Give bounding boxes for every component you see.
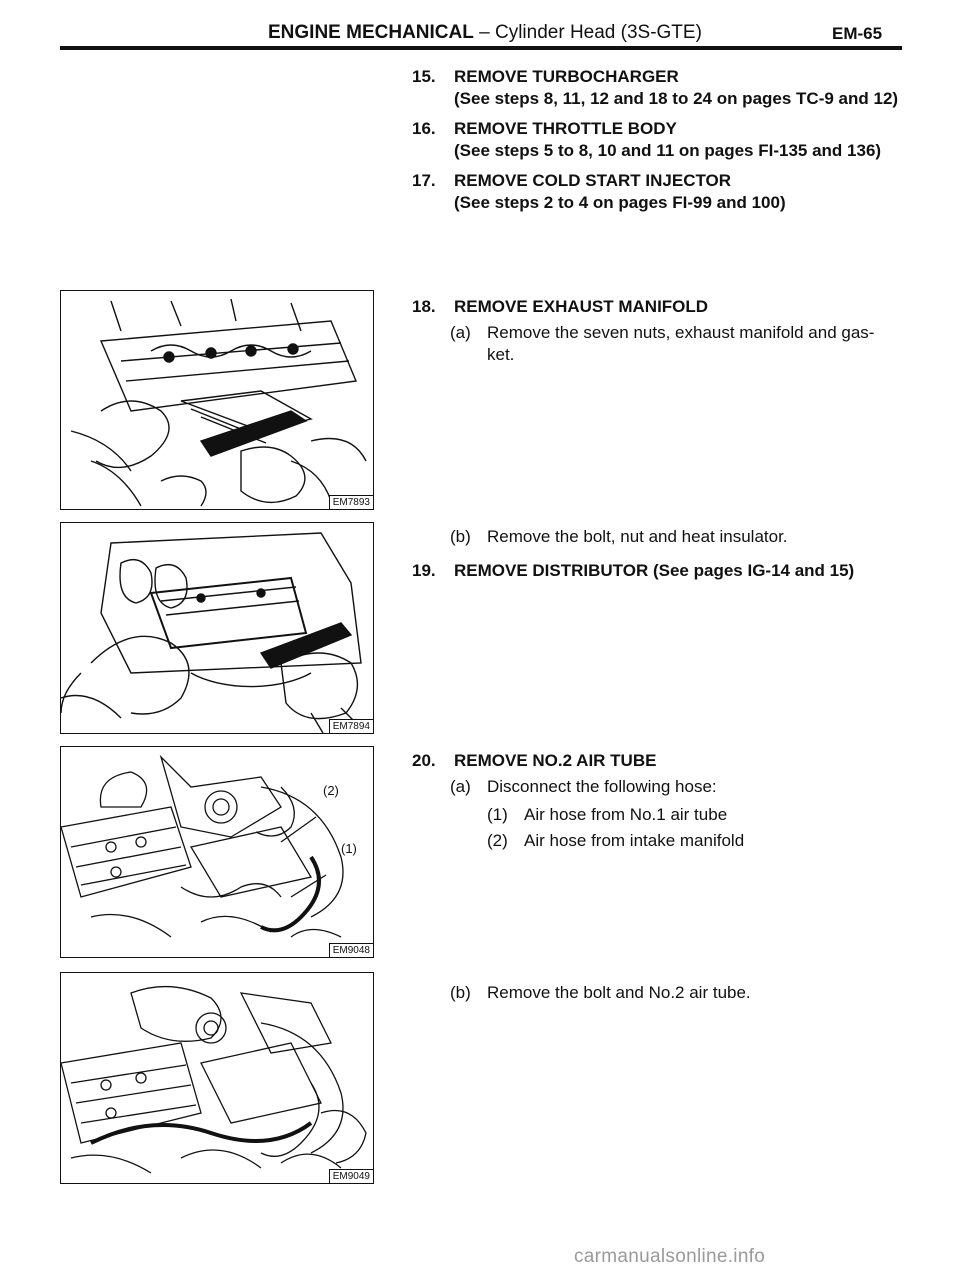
- step-reference: (See steps 5 to 8, 10 and 11 on pages FI-135 and 136): [454, 141, 882, 160]
- figure-code: EM7894: [329, 719, 373, 733]
- figure-air-tube: [60, 972, 374, 1184]
- substep-text: Remove the seven nuts, exhaust manifold and gas-: [487, 323, 875, 342]
- substep-letter: (a): [450, 777, 471, 796]
- step-title: REMOVE THROTTLE BODY: [454, 119, 677, 138]
- step-title: REMOVE DISTRIBUTOR (See pages IG-14 and 15): [454, 561, 855, 580]
- figure-code: EM9048: [329, 943, 373, 957]
- step-number: 15.: [412, 67, 436, 86]
- exhaust-manifold-illustration-icon: [61, 291, 373, 509]
- step-title: REMOVE EXHAUST MANIFOLD: [454, 297, 709, 316]
- substep-text: Remove the bolt and No.2 air tube.: [487, 983, 751, 1002]
- header-rule: [60, 46, 902, 50]
- section-title: [268, 22, 702, 44]
- substep-letter: (b): [450, 527, 471, 546]
- section-title-bold: ENGINE MECHANICAL: [268, 22, 474, 43]
- figure-exhaust-manifold: [60, 290, 374, 510]
- figure-code: EM9049: [329, 1169, 373, 1183]
- substep-text: Remove the bolt, nut and heat insulator.: [487, 527, 788, 546]
- air-hose-illustration-icon: [61, 747, 373, 957]
- step-number: 16.: [412, 119, 436, 138]
- substep-text: Air hose from No.1 air tube: [524, 805, 728, 824]
- substep-text: Air hose from intake manifold: [524, 831, 745, 850]
- step-number: 17.: [412, 171, 436, 190]
- callout-2: (2): [323, 783, 339, 798]
- step-reference: (See steps 2 to 4 on pages FI-99 and 100): [454, 193, 786, 212]
- air-tube-illustration-icon: [61, 973, 373, 1183]
- figure-code: EM7893: [329, 495, 373, 509]
- substep-letter: (a): [450, 323, 471, 342]
- step-title: REMOVE TURBOCHARGER: [454, 67, 679, 86]
- substep-text-continued: ket.: [487, 345, 515, 364]
- footer-watermark: carmanualsonline.info: [574, 1246, 766, 1267]
- substep-text: Disconnect the following hose:: [487, 777, 717, 796]
- step-number: 18.: [412, 297, 436, 316]
- page-number: EM-65: [832, 24, 883, 43]
- heat-insulator-illustration-icon: [61, 523, 373, 733]
- figure-heat-insulator: [60, 522, 374, 734]
- step-title: REMOVE NO.2 AIR TUBE: [454, 751, 657, 770]
- callout-1: (1): [341, 841, 357, 856]
- step-number: 19.: [412, 561, 436, 580]
- substep-letter: (2): [487, 831, 508, 850]
- substep-letter: (1): [487, 805, 508, 824]
- step-title: REMOVE COLD START INJECTOR: [454, 171, 732, 190]
- substep-letter: (b): [450, 983, 471, 1002]
- step-number: 20.: [412, 751, 436, 770]
- section-title-rest: – Cylinder Head (3S-GTE): [473, 22, 702, 43]
- figure-air-hose: [60, 746, 374, 958]
- step-reference: (See steps 8, 11, 12 and 18 to 24 on pages TC-9 and 12): [454, 89, 899, 108]
